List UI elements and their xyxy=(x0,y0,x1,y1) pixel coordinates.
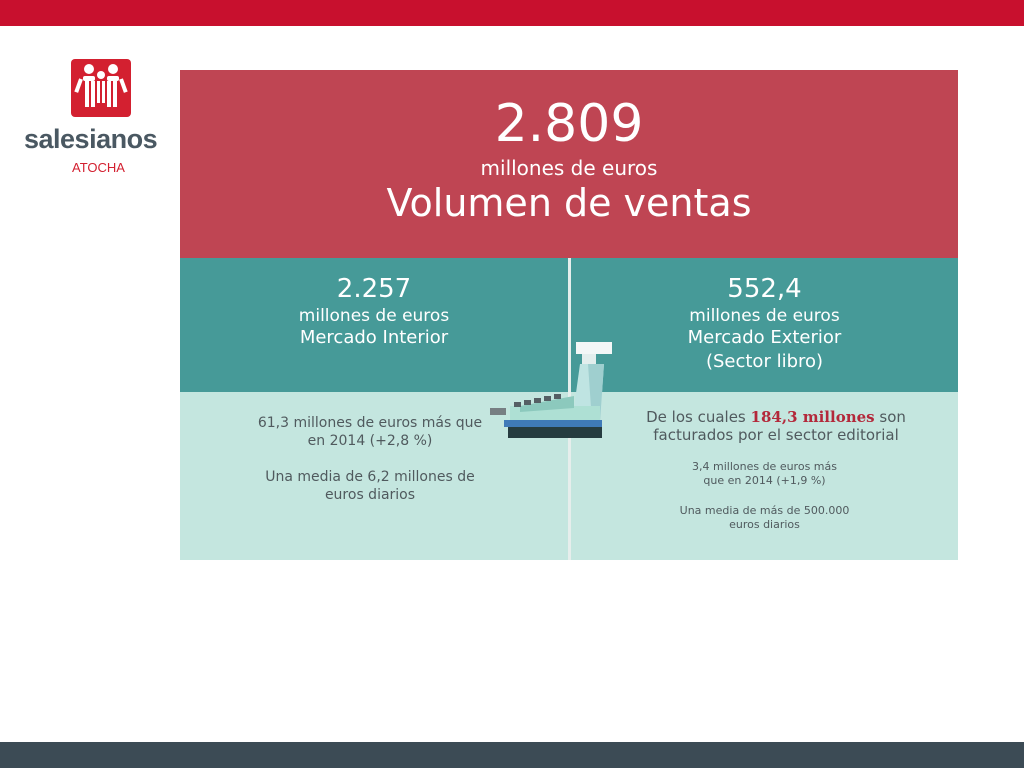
exterior-detail-rest: son facturados por el sector editorial xyxy=(653,408,906,444)
salesianos-logo xyxy=(20,56,180,186)
top-accent-bar xyxy=(0,0,1024,26)
exterior-unit: millones de euros xyxy=(689,306,840,326)
cash-register-icon xyxy=(476,342,636,448)
exterior-label-line2: (Sector libro) xyxy=(705,351,824,372)
exterior-detail-daily: Una media de más de 500.000 euros diarios xyxy=(679,504,850,531)
interior-detail-daily: Una media de 6,2 millones de euros diarios xyxy=(265,469,475,503)
exterior-value: 552,4 xyxy=(727,274,802,304)
exterior-detail-intro: De los cuales xyxy=(646,408,746,426)
total-sales-label: Volumen de ventas xyxy=(386,181,752,225)
total-sales-value: 2.809 xyxy=(494,94,644,154)
exterior-label-line1: Mercado Exterior xyxy=(687,327,842,348)
exterior-detail-highlight: 184,3 millones xyxy=(750,408,875,426)
bottom-footer-bar xyxy=(0,742,1024,768)
interior-value: 2.257 xyxy=(336,274,412,304)
interior-unit: millones de euros xyxy=(298,306,450,326)
exterior-detail-editorial xyxy=(611,408,941,444)
exterior-detail-increase: 3,4 millones de euros más que en 2014 (+1,9 %) xyxy=(692,460,837,487)
sales-infographic xyxy=(180,70,958,560)
logo-subtitle: ATOCHA xyxy=(72,160,125,175)
family-icon xyxy=(71,59,131,117)
interior-label: Mercado Interior xyxy=(299,327,449,348)
total-sales-panel xyxy=(180,70,958,258)
total-sales-unit: millones de euros xyxy=(480,156,658,180)
interior-detail-increase: 61,3 millones de euros más que en 2014 (+2,8 %) xyxy=(257,415,483,449)
logo-name: salesianos xyxy=(24,124,158,154)
